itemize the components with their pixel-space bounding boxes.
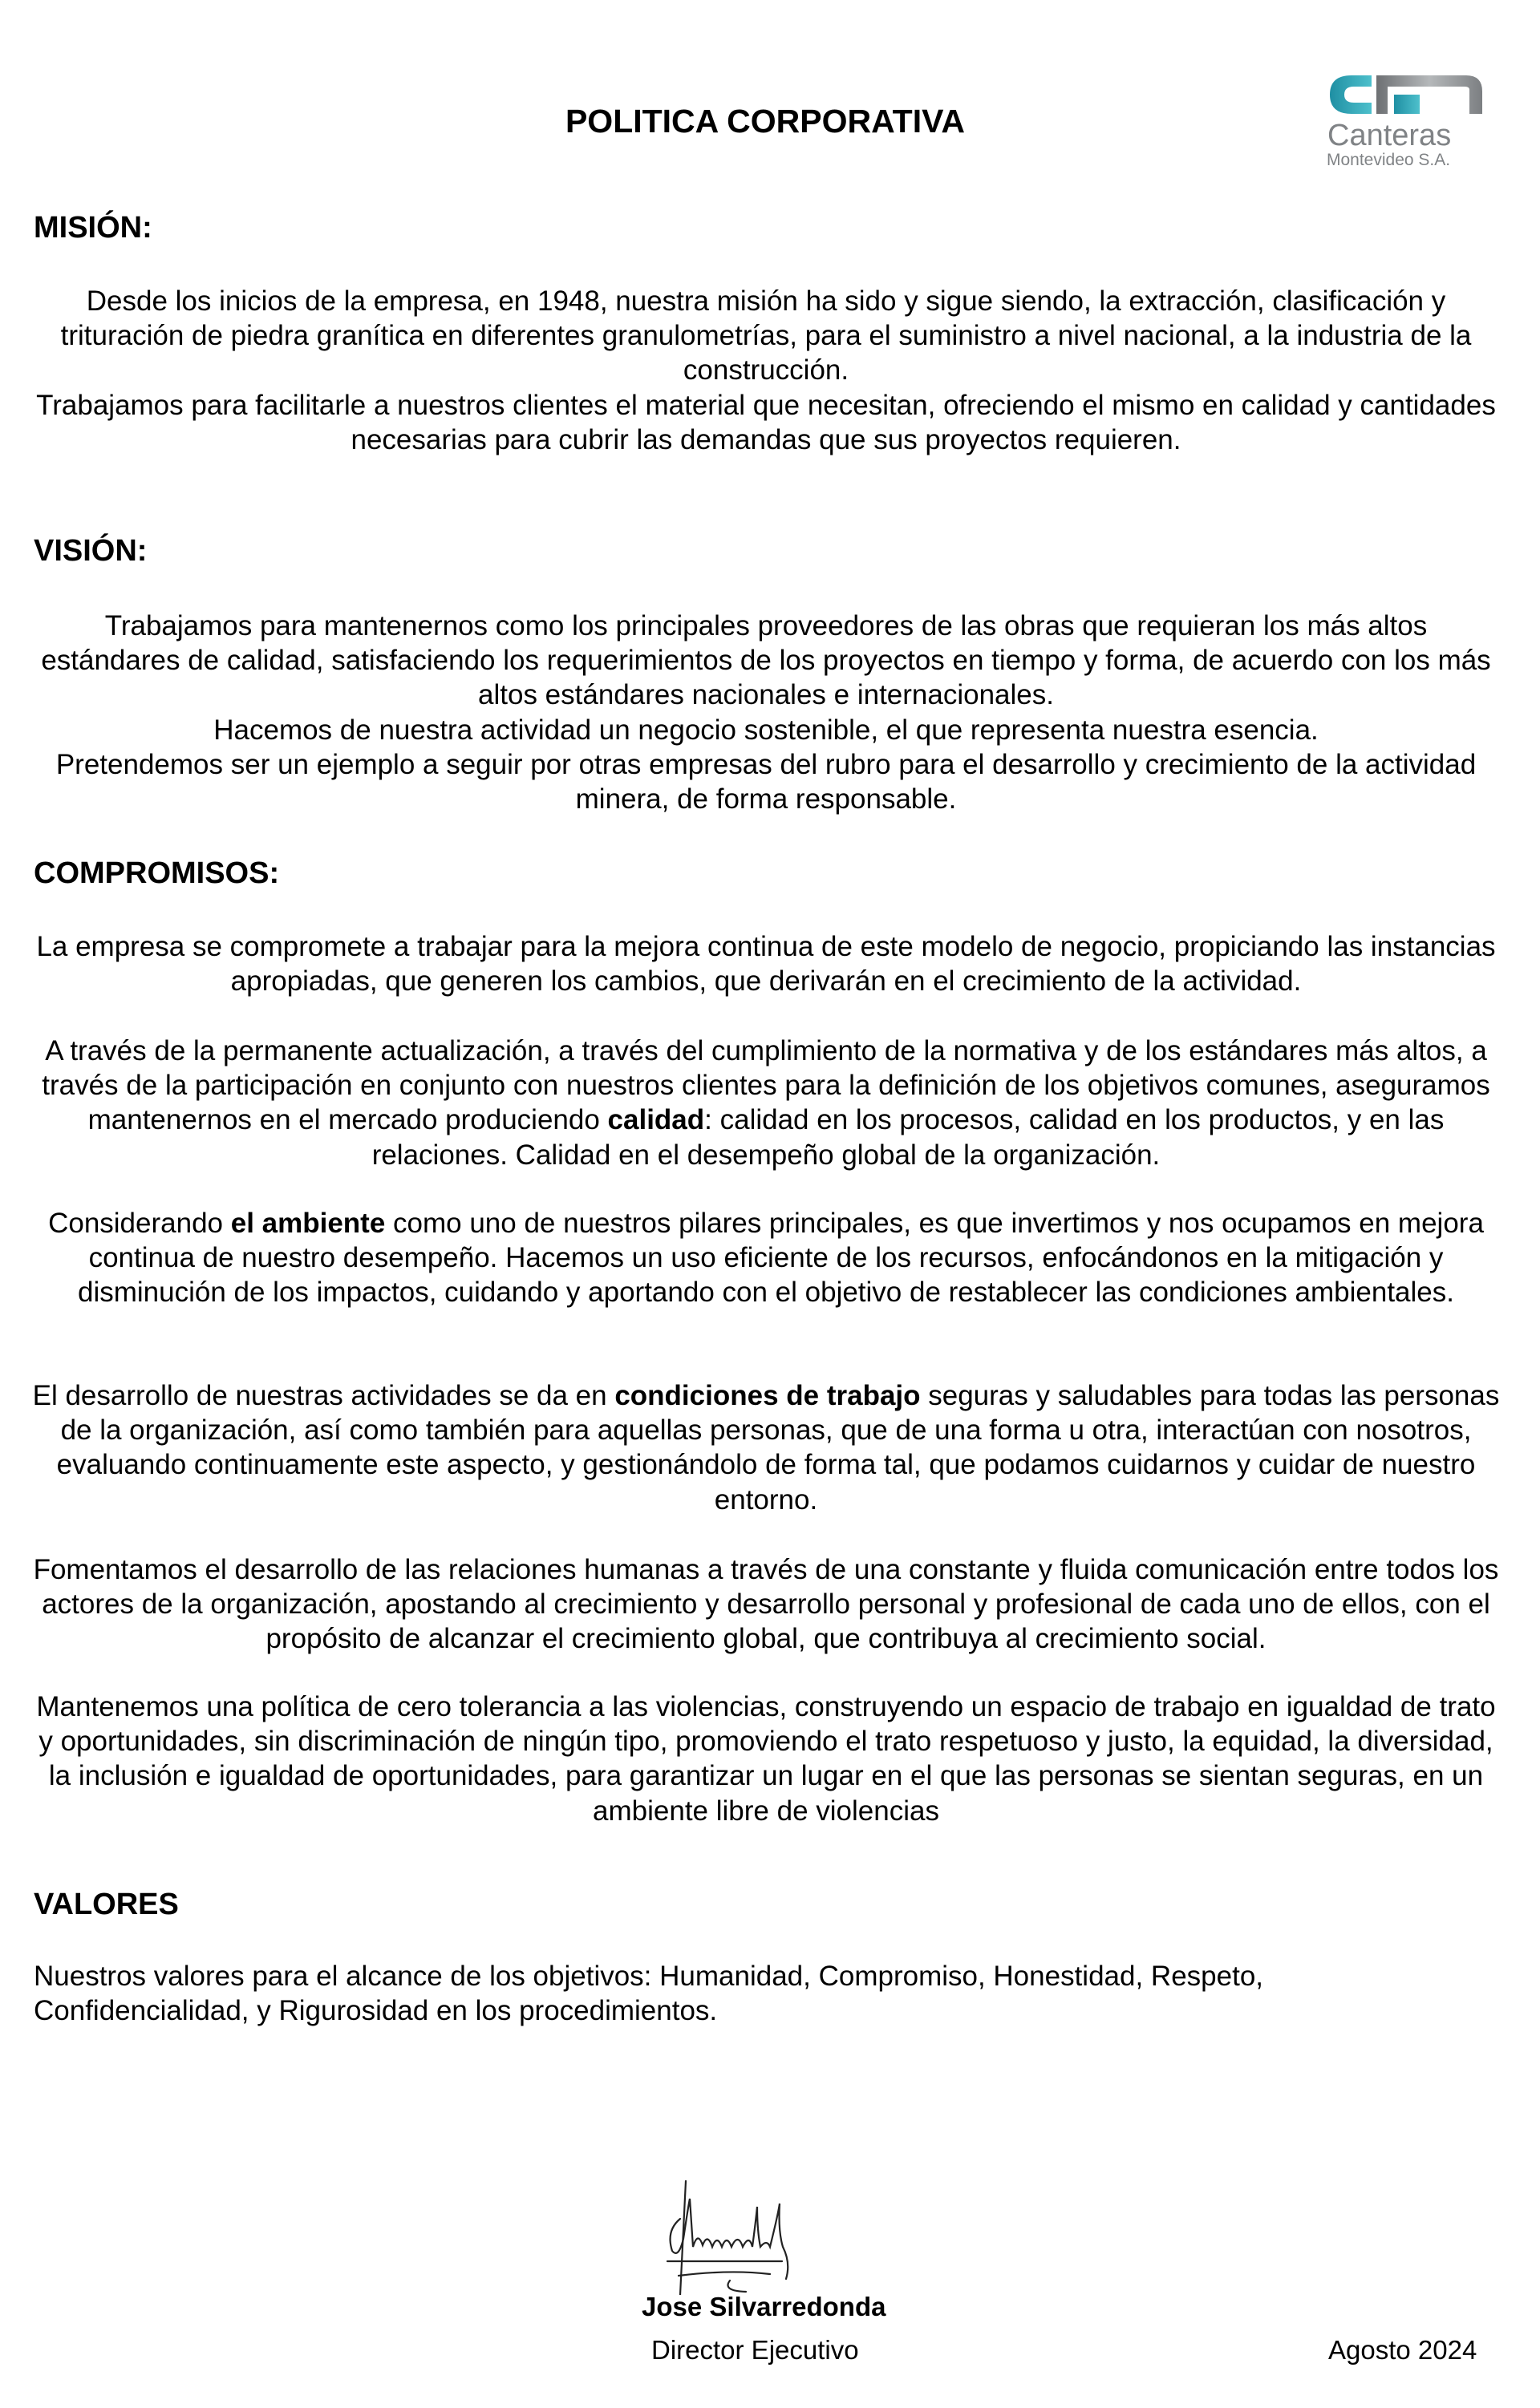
signature <box>650 2175 906 2295</box>
heading-compromisos: COMPROMISOS: <box>34 856 280 890</box>
text: Considerando <box>48 1208 231 1239</box>
vision-text-1: Trabajamos para mantenernos como los principales proveedores de las obras que requieran los más altos estándares de calidad, satisfaciendo los requerimientos de los proyectos en tiempo y forma, de acuerdo con los más altos estándares nacionales e internacionales. <box>41 610 1491 711</box>
document-date: Agosto 2024 <box>1328 2335 1477 2365</box>
paragraph-valores: Nuestros valores para el alcance de los objetivos: Humanidad, Compromiso, Honestidad, Respeto, Confidencialidad, y Rigurosidad en los procedimientos. <box>34 1961 1264 2027</box>
paragraph-compromisos-5: Fomentamos el desarrollo de las relaciones humanas a través de una constante y fluida comunicación entre todos los actores de la organización, apostando al crecimiento y desarrollo personal y profesional de cada uno de ellos, con el propósito de alcanzar el crecimiento global, que contribuya al crecimiento social. <box>33 1554 1499 1655</box>
text: como uno de nuestros pilares principales, es que invertimos y nos ocupamos en mejora continua de nuestro desempeño. Hacemos un uso eficiente de los recursos, enfocándonos en la mitigación y disminución de los impactos, cuidando y aportando con el objetivo de restablecer las condiciones ambientales. <box>77 1208 1484 1309</box>
paragraph-compromisos-6: Mantenemos una política de cero tolerancia a las violencias, construyendo un espacio de trabajo en igualdad de trato y oportunidades, sin discriminación de ningún tipo, promoviendo el trato respetuoso y justo, la equidad, la diversidad, la inclusión e igualdad de oportunidades, para garantizar un lugar en el que las personas se sientan seguras, en un ambiente libre de violencias <box>36 1691 1496 1827</box>
company-logo <box>1323 67 1492 172</box>
paragraph-compromisos-3 <box>32 1206 1500 1310</box>
heading-mision: MISIÓN: <box>34 211 152 245</box>
paragraph-compromisos-1: La empresa se compromete a trabajar para la mejora continua de este modelo de negocio, propiciando las instancias apropiadas, que generen los cambios, que derivarán en el crecimiento de la actividad. <box>36 931 1496 998</box>
paragraph-compromisos-2 <box>32 1034 1500 1172</box>
logo-text-canteras: Canteras <box>1327 119 1452 152</box>
vision-text-2: Hacemos de nuestra actividad un negocio sostenible, el que representa nuestra esencia. <box>213 714 1319 746</box>
page-title: POLITICA CORPORATIVA <box>565 103 966 140</box>
text: seguras y saludables para todas las personas de la organización, así como también para aquellas personas, que de una forma u otra, interactúan con nosotros, evaluando continuamente este aspecto, y gestionándolo de forma tal, que podamos cuidarnos y cuidar de nuestro entorno. <box>56 1380 1500 1516</box>
text: A través de la permanente actualización, a través del cumplimiento de la normativa y de los estándares más altos, a través de la participación en conjunto con nuestros clientes para la definición de los objetivos comunes, aseguramos mantenernos en el mercado produciendo <box>42 1035 1490 1136</box>
paragraph-compromisos-4 <box>32 1378 1500 1517</box>
signer-role: Director Ejecutivo <box>651 2335 859 2365</box>
text: El desarrollo de nuestras actividades se da en <box>32 1380 615 1411</box>
emphasis-calidad: calidad <box>607 1104 705 1136</box>
signer-name: Jose Silvarredonda <box>642 2292 886 2321</box>
vision-text-3: Pretendemos ser un ejemplo a seguir por otras empresas del rubro para el desarrollo y crecimiento de la actividad minera, de forma responsable. <box>55 748 1477 815</box>
paragraph-vision <box>32 609 1500 816</box>
emphasis-ambiente: el ambiente <box>230 1208 386 1239</box>
heading-vision: VISIÓN: <box>34 534 148 568</box>
emphasis-condiciones: condiciones de trabajo <box>614 1380 921 1411</box>
paragraph-mision <box>32 284 1500 457</box>
heading-valores: VALORES <box>34 1888 179 1921</box>
text: : calidad en los procesos, calidad en los productos, y en las relaciones. Calidad en el desempeño global de la organización. <box>371 1104 1445 1171</box>
logo-text-montevideo: Montevideo S.A. <box>1327 151 1451 169</box>
mision-text-1: Desde los inicios de la empresa, en 1948, nuestra misión ha sido y sigue siendo, la extracción, clasificación y trituración de piedra granítica en diferentes granulometrías, para el suministro a nivel nacional, a la industria de la construcción. <box>60 285 1472 386</box>
mision-text-2: Trabajamos para facilitarle a nuestros clientes el material que necesitan, ofreciendo el mismo en calidad y cantidades necesarias para cubrir las demandas que sus proyectos requieren. <box>36 389 1496 455</box>
